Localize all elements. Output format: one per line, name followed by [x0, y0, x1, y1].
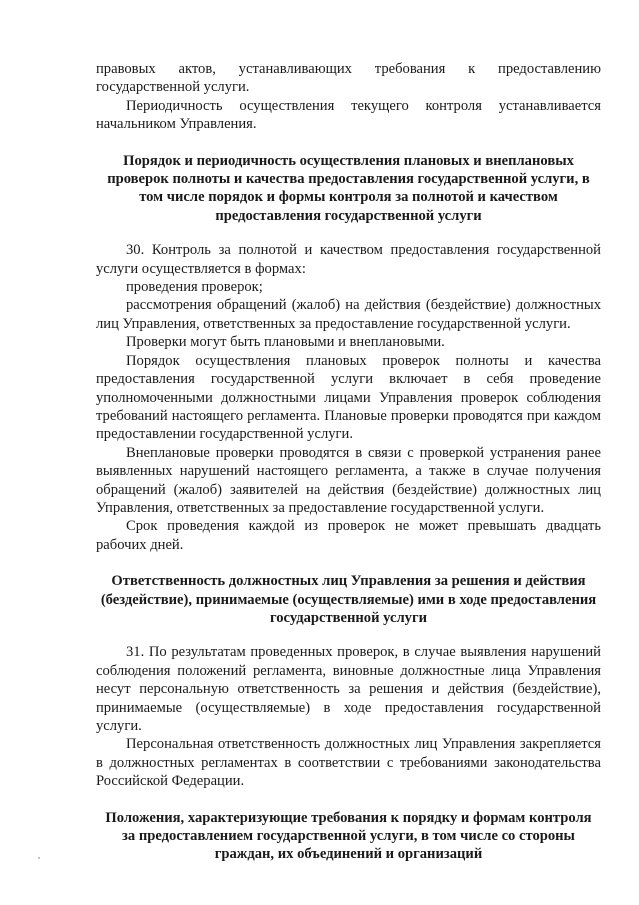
paragraph-clause-31: 31. По результатам проведенных проверок, в случае выявления нарушений соблюдения положений регламента, виновные должностные лица Управления несут персональную ответственность за решения и действия (бездействие), принимаемые (осуществляемые) в ходе предоставления государственной услуги. [96, 644, 601, 734]
paragraph: рассмотрения обращений (жалоб) на действия (бездействие) должностных лиц Управления, ответственных за предоставление государственной услуги. [96, 297, 601, 332]
scan-speck [38, 857, 40, 859]
paragraph: Срок проведения каждой из проверок не может превышать двадцать рабочих дней. [96, 518, 601, 553]
paragraph: правовых актов, устанавливающих требования к предоставлению государственной услуги. [96, 61, 601, 96]
paragraph: Персональная ответственность должностных лиц Управления закрепляется в должностных регламентах в соответствии с требованиями законодательства Российской Федерации. [96, 736, 601, 790]
section-heading-responsibility: Ответственность должностных лиц Управления за решения и действия (бездействие), принимаемые (осуществляемые) ими в ходе предоставления государственной услуги [100, 573, 597, 626]
paragraph: Проверки могут быть плановыми и внеплановыми. [126, 334, 445, 351]
paragraph-clause-30: 30. Контроль за полнотой и качеством предоставления государственной услуги осуществляется в формах: [96, 242, 601, 277]
paragraph: Внеплановые проверки проводятся в связи с проверкой устранения ранее выявленных нарушений настоящего регламента, а также в случае получения обращений (жалоб) заявителей на действия (бездействие) должностных лиц Управления, ответственных за предоставление государственной услуги. [96, 444, 601, 516]
paragraph: проведения проверок; [126, 279, 263, 296]
section-heading-control-requirements: Положения, характеризующие требования к порядку и формам контроля за предоставлением государственной услуги, в том числе со стороны граждан, их объединений и организаций [105, 809, 592, 863]
section-heading-control-procedure: Порядок и периодичность осуществления плановых и внеплановых проверок полноты и качества предоставления государственной услуги, в том числе порядок и формы контроля за полнотой и качеством предоставления государственной услуги [107, 152, 590, 224]
paragraph: Периодичность осуществления текущего контроля устанавливается начальником Управления. [96, 97, 601, 133]
paragraph: Порядок осуществления плановых проверок полноты и качества предоставления государственной услуги включает в себя проведение уполномоченными должностными лицами Управления проверок соблюдения требований настоящего регламента. Плановые проверки проводятся при каждом предоставлении государственной услуги. [96, 352, 601, 443]
